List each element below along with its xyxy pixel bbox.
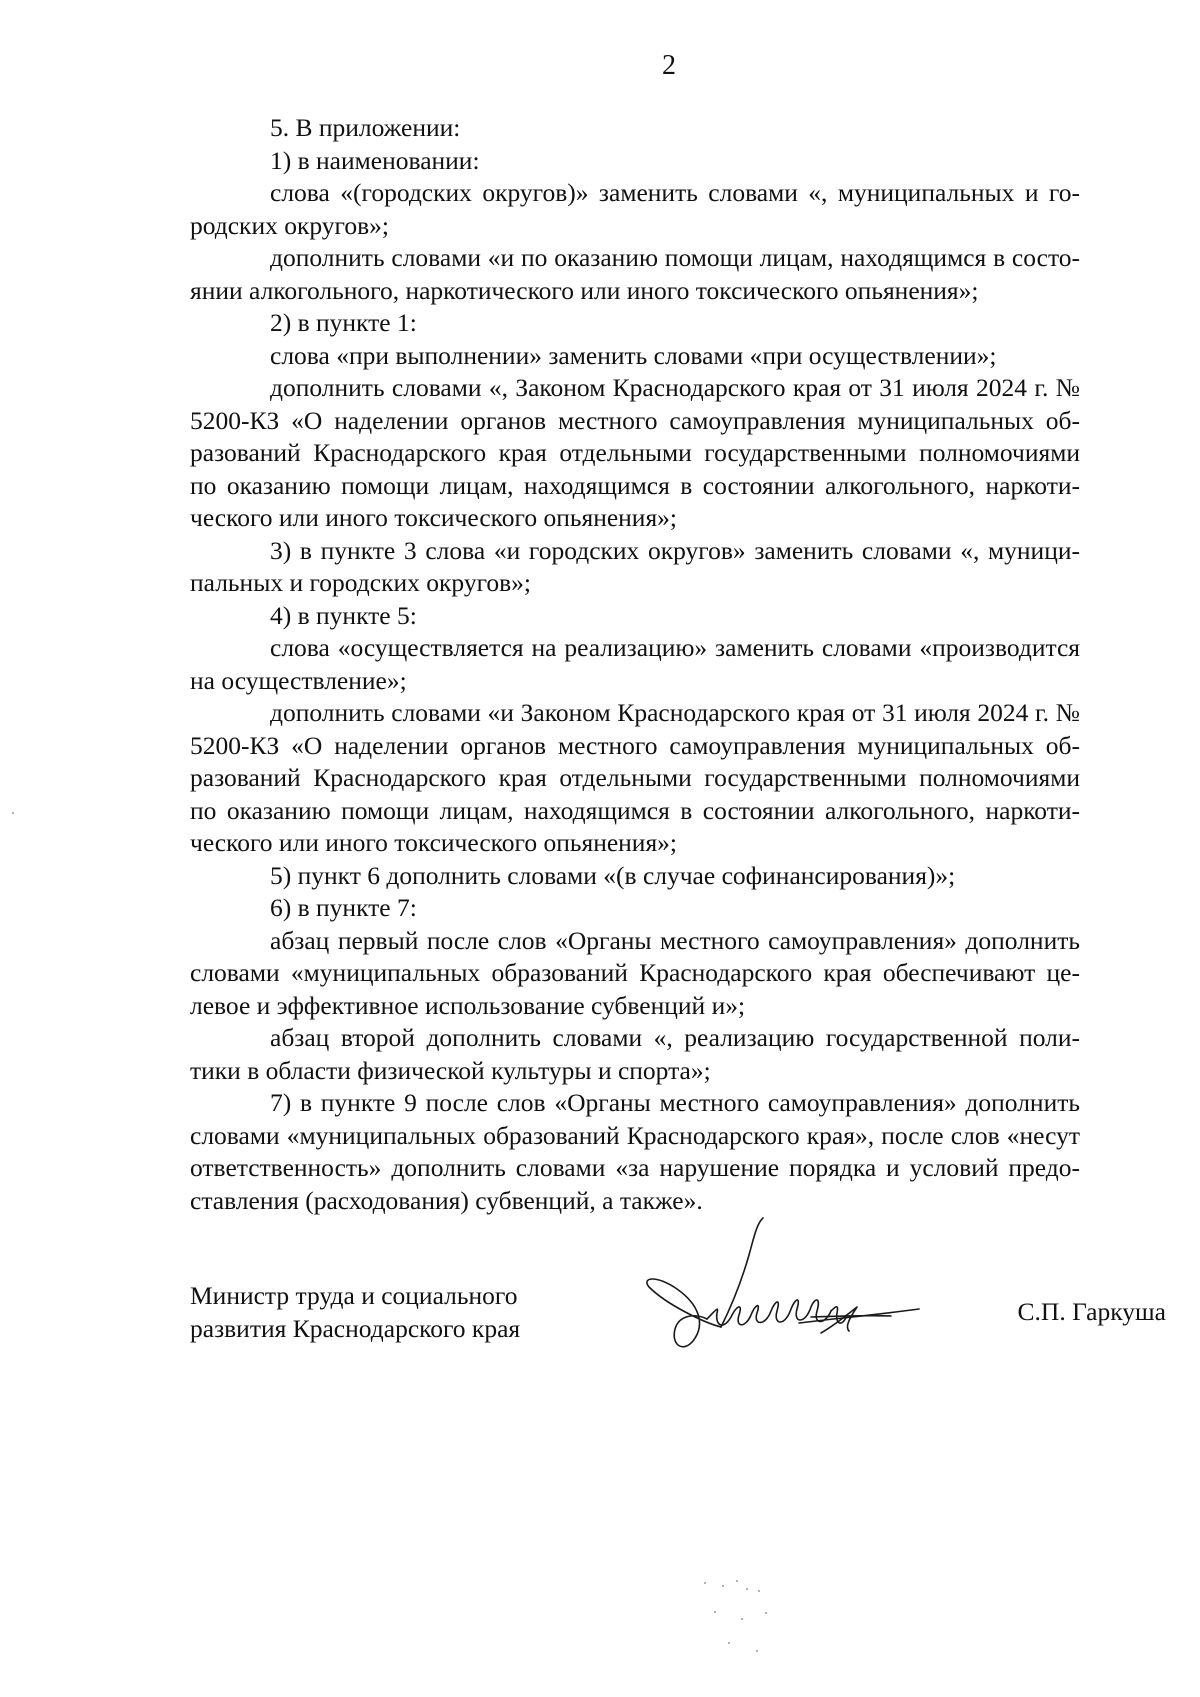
signatory-position-line: развития Краснодарского края xyxy=(190,1313,521,1343)
paragraph: дополнить словами «и Законом Краснодарского края от 31 июля 2024 г. № 5200-КЗ «О наделении органов местного самоуправления муниципальных образований Краснодарского края отдельными государственными полномочиями по оказанию помощи лицам, находящимся в состоянии алкогольного, наркотического или иного токсического опьянения»; xyxy=(190,698,1080,857)
scan-speck xyxy=(736,1580,738,1582)
paragraph: 7) в пункте 9 после слов «Органы местного самоуправления» дополнить словами «муниципальных образований Краснодарского края», после слов «несут ответственность» дополнить словами «за нарушение порядка и условий предоставления (расходования) субвенций, а также». xyxy=(190,1088,1080,1215)
paragraph: 5) пункт 6 дополнить словами «(в случае софинансирования)»; xyxy=(270,860,956,890)
paragraph: 3) в пункте 3 слова «и городских округов» заменить словами «, муниципальных и городских округов»; xyxy=(190,535,1080,597)
paragraph: слова «(городских округов)» заменить словами «, муниципальных и городских округов»; xyxy=(190,178,1080,240)
paragraph: 2) в пункте 1: xyxy=(270,308,417,337)
signatory-position xyxy=(190,1280,520,1345)
document-body xyxy=(190,112,1080,1217)
scan-speck xyxy=(756,1650,758,1652)
paragraph: 5. В приложении: xyxy=(270,113,461,142)
page-number: 2 xyxy=(662,50,676,81)
handwritten-signature xyxy=(635,1215,930,1375)
paragraph: абзац первый после слов «Органы местного самоуправления» дополнить словами «муниципальных образований Краснодарского края обеспечивают целевое и эффективное использование субвенций и»; xyxy=(190,925,1080,1020)
scan-speck xyxy=(722,1585,724,1587)
scan-speck xyxy=(746,1588,748,1590)
paragraph: абзац второй дополнить словами «, реализацию государственной политики в области физической культуры и спорта»; xyxy=(190,1023,1080,1085)
scan-speck xyxy=(741,1618,743,1620)
scan-speck xyxy=(728,1642,730,1644)
paragraph: слова «при выполнении» заменить словами «при осуществлении»; xyxy=(270,340,997,370)
paragraph: дополнить словами «, Законом Краснодарского края от 31 июля 2024 г. № 5200-КЗ «О наделении органов местного самоуправления муниципальных образований Краснодарского края отдельными государственными полномочиями по оказанию помощи лицам, находящимся в состоянии алкогольного, наркотического или иного токсического опьянения»; xyxy=(190,373,1080,532)
scan-speck xyxy=(714,1611,716,1613)
paragraph: 4) в пункте 5: xyxy=(270,600,417,630)
signatory-position-line: Министр труда и социального xyxy=(190,1281,518,1310)
signatory-name: С.П. Гаркуша xyxy=(1017,1297,1166,1326)
scan-speck xyxy=(765,1612,767,1614)
scan-speck xyxy=(704,1582,706,1584)
scan-speck xyxy=(12,812,14,814)
paragraph: 1) в наименовании: xyxy=(270,145,480,175)
paragraph: дополнить словами «и по оказанию помощи лицам, находящимся в состоянии алкогольного, наркотического или иного токсического опьянения»; xyxy=(190,243,1080,305)
paragraph: 6) в пункте 7: xyxy=(270,893,417,922)
paragraph: слова «осуществляется на реализацию» заменить словами «производится на осуществление»; xyxy=(190,633,1080,695)
scan-speck xyxy=(758,1590,760,1592)
